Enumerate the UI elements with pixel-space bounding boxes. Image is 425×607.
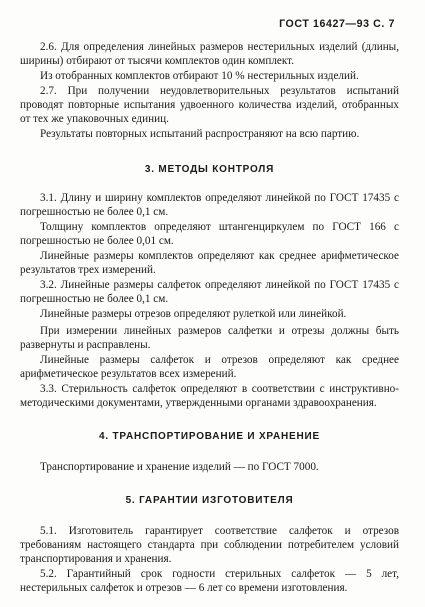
section-heading-manufacturer-warranty: 5. ГАРАНТИИ ИЗГОТОВИТЕЛЯ <box>125 495 294 506</box>
document-body <box>20 40 399 596</box>
paragraph-3-2-spread: При измерении линейных размеров салфетки и отрезы должны быть развернуты и расправлены. <box>20 325 399 351</box>
paragraph-3-3: 3.3. Стерильность салфеток определяют в соответствии с инструктивно-методическими документами, утвержденными органами здравоохранения. <box>20 383 399 409</box>
paragraph-3-2-cuts: Линейные размеры отрезов определяют рулеткой или линейкой. <box>40 308 347 320</box>
section-heading-control-methods: 3. МЕТОДЫ КОНТРОЛЯ <box>144 164 275 175</box>
paragraph-5-2: 5.2. Гарантийный срок годности стерильных салфеток — 5 лет, нестерильных салфеток и отрезов — 6 лет со времени изготовления. <box>20 568 399 594</box>
paragraph-3-1: 3.1. Длину и ширину комплектов определяют линейкой по ГОСТ 17435 с погрешностью не более 0,1 см. <box>20 192 399 218</box>
section-heading-transport-storage: 4. ТРАНСПОРТИРОВАНИЕ И ХРАНЕНИЕ <box>98 431 321 442</box>
paragraph-2-6: 2.6. Для определения линейных размеров нестерильных изделий (длины, ширины) отбирают от тысячи комплектов один комплект. <box>20 41 399 67</box>
paragraph-2-7: 2.7. При получении неудовлетворительных результатов испытаний проводят повторные испытания удвоенного количества изделий, отобранных от тех же упаковочных единиц. <box>20 85 399 125</box>
paragraph-5-1: 5.1. Изготовитель гарантирует соответствие салфеток и отрезов требованиям настоящего стандарта при соблюдении потребителем условий транспортирования и хранения. <box>20 525 399 565</box>
paragraph-4: Транспортирование и хранение изделий — по ГОСТ 7000. <box>40 461 319 473</box>
page-header: ГОСТ 16427—93 С. 7 <box>279 18 395 30</box>
paragraph-3-2: 3.2. Линейные размеры салфеток определяют линейкой по ГОСТ 17435 с погрешностью не более 0,1 см. <box>20 279 399 305</box>
paragraph-3-1-thickness: Толщину комплектов определяют штангенциркулем по ГОСТ 166 с погрешностью не более 0,01 см. <box>20 221 399 247</box>
paragraph-2-7-results: Результаты повторных испытаний распространяют на всю партию. <box>40 128 360 140</box>
paragraph-3-2-average: Линейные размеры салфеток и отрезов определяют как среднее арифметическое результатов всех измерений. <box>20 354 399 380</box>
paragraph-2-6-sample: Из отобранных комплектов отбирают 10 % нестерильных изделий. <box>40 70 359 82</box>
paragraph-3-1-average: Линейные размеры комплектов определяют как среднее арифметическое результатов трех измерений. <box>20 250 399 276</box>
